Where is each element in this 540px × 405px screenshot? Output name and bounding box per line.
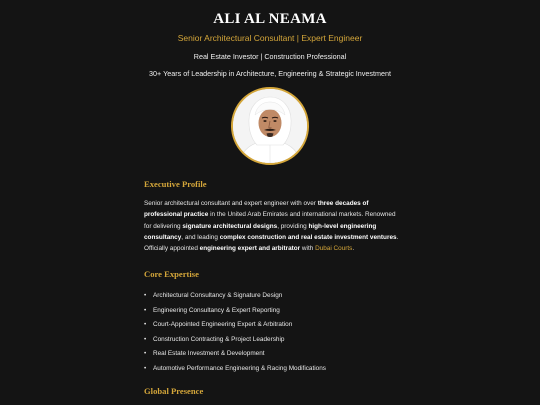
profile-text-segment: , providing bbox=[277, 222, 309, 230]
profile-text-emphasis: signature architectural designs bbox=[182, 222, 278, 230]
profile-text-segment: with bbox=[300, 245, 316, 253]
list-item bbox=[144, 289, 404, 303]
profile-tagline: 30+ Years of Leadership in Architecture, Engineering & Strategic Investment bbox=[149, 69, 391, 78]
profile-text-emphasis: engineering expert and arbitrator bbox=[199, 245, 301, 253]
avatar bbox=[231, 87, 309, 165]
profile-text-emphasis: high-level engineering consultancy bbox=[144, 222, 377, 241]
list-item bbox=[144, 304, 404, 318]
executive-profile-heading: Executive Profile bbox=[144, 179, 207, 189]
profile-text-segment: . Officially appointed bbox=[144, 233, 399, 253]
profile-content bbox=[144, 178, 404, 397]
list-item bbox=[144, 318, 404, 332]
profile-name: ALI AL NEAMA bbox=[213, 11, 327, 27]
bullet-icon: • bbox=[144, 292, 147, 300]
list-item-label: Real Estate Investment & Development bbox=[153, 350, 265, 358]
list-item bbox=[144, 333, 404, 347]
list-item bbox=[144, 362, 404, 376]
list-item-label: Construction Contracting & Project Leadership bbox=[153, 335, 285, 343]
profile-text-segment: , and leading bbox=[181, 233, 220, 241]
profile-text-emphasis: three decades of professional practice bbox=[144, 200, 369, 219]
list-item-label: Automotive Performance Engineering & Racing Modifications bbox=[153, 364, 326, 372]
profile-header bbox=[0, 10, 540, 79]
bullet-icon: • bbox=[144, 335, 147, 343]
profile-text-emphasis: complex construction and real estate investment ventures bbox=[219, 233, 397, 241]
list-item-label: Engineering Consultancy & Expert Reporting bbox=[153, 306, 280, 314]
profile-text-segment: . bbox=[352, 245, 355, 253]
profile-subtitle: Real Estate Investor | Construction Professional bbox=[193, 52, 347, 61]
executive-profile-text bbox=[144, 198, 404, 254]
list-item-label: Court-Appointed Engineering Expert & Arbitration bbox=[153, 321, 293, 329]
core-expertise-list bbox=[144, 289, 404, 375]
bullet-icon: • bbox=[144, 306, 147, 314]
bullet-icon: • bbox=[144, 350, 147, 358]
list-item bbox=[144, 347, 404, 361]
list-item-label: Architectural Consultancy & Signature Design bbox=[153, 292, 283, 300]
bullet-icon: • bbox=[144, 364, 147, 372]
bullet-icon: • bbox=[144, 321, 147, 329]
dubai-courts-link[interactable]: Dubai Courts bbox=[315, 245, 353, 253]
portrait-photo-icon bbox=[233, 89, 307, 163]
core-expertise-heading: Core Expertise bbox=[144, 269, 199, 280]
profile-text-segment: Senior architectural consultant and expert engineer with over bbox=[144, 200, 318, 207]
global-presence-heading: Global Presence bbox=[144, 385, 204, 396]
profile-title: Senior Architectural Consultant | Expert Engineer bbox=[177, 33, 363, 43]
profile-text-segment: in the United Arab Emirates and international markets. Renowned for delivering bbox=[144, 211, 396, 230]
